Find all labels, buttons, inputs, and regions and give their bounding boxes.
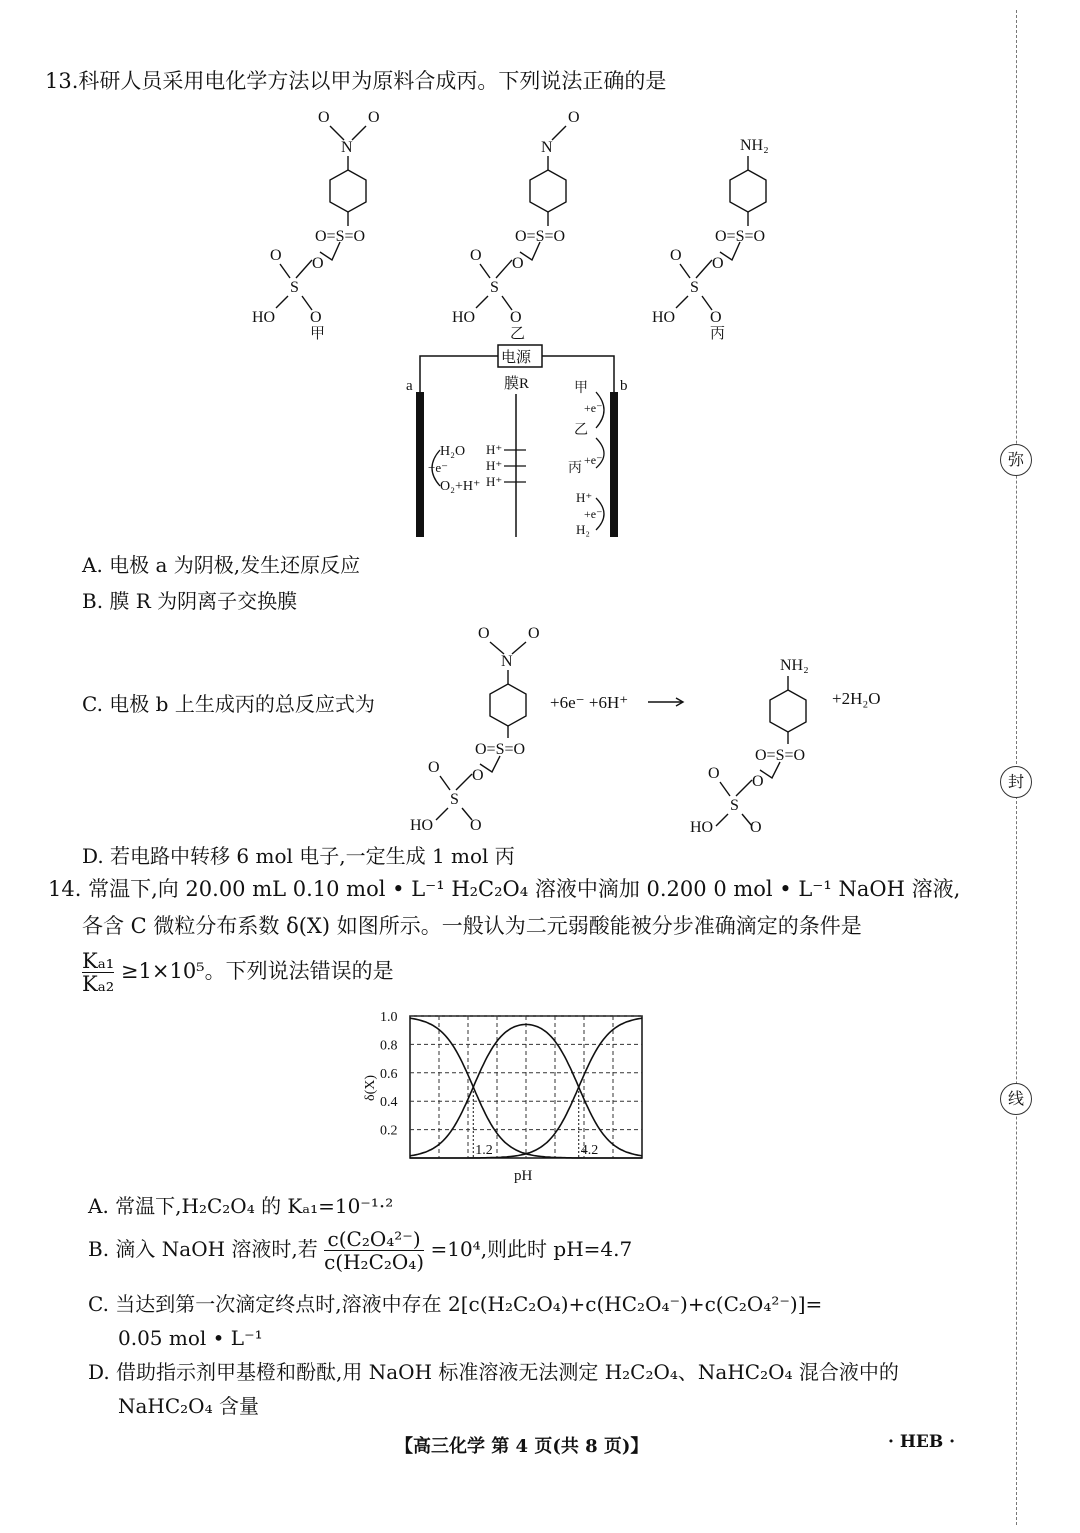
svg-text:O: O — [710, 309, 722, 326]
svg-text:O: O — [318, 109, 330, 126]
electrolysis-cell-diagram — [400, 342, 640, 542]
pka-annotation: 4.2 — [580, 1143, 599, 1158]
svg-text:O: O — [712, 255, 724, 272]
option-b-fraction: $\frac{\text{c(C₂O₄²⁻)}}{\text{c(H₂C₂O₄)}}$ — [324, 1227, 425, 1274]
q13-option-a: A. 电极 a 为阴极,发生还原反应 — [82, 553, 361, 577]
q14-condition: $\frac{\text{Kₐ₁}}{\text{Kₐ₂}}$ ≥1×10⁵。下列说法错误的是 — [82, 949, 394, 996]
svg-text:O=S=O: O=S=O — [515, 228, 566, 245]
svg-text:O=S=O: O=S=O — [475, 741, 526, 758]
svg-text:乙: 乙 — [510, 326, 526, 342]
molecule-jia — [252, 109, 380, 342]
svg-text:O: O — [568, 109, 580, 126]
svg-text:+6e⁻ +6H⁺: +6e⁻ +6H⁺ — [550, 693, 629, 712]
svg-text:O: O — [428, 759, 440, 776]
svg-text:O=S=O: O=S=O — [715, 228, 766, 245]
svg-text:H⁺: H⁺ — [576, 490, 593, 505]
svg-text:b: b — [620, 378, 628, 394]
svg-text:NH₂: NH₂ — [740, 137, 769, 154]
seal-mark-feng: 封 — [1000, 766, 1032, 798]
y-tick-label: 0.8 — [380, 1038, 398, 1054]
svg-text:O=S=O: O=S=O — [315, 228, 366, 245]
svg-text:H⁺: H⁺ — [486, 458, 503, 473]
electrode-a — [416, 392, 424, 537]
svg-text:O: O — [528, 625, 540, 642]
svg-text:O: O — [310, 309, 322, 326]
svg-text:NH₂: NH₂ — [780, 657, 809, 674]
svg-text:S: S — [730, 797, 739, 814]
q13-option-b: B. 膜 R 为阴离子交换膜 — [82, 589, 298, 613]
svg-text:S: S — [690, 279, 699, 296]
y-tick-label: 0.4 — [380, 1095, 398, 1111]
svg-text:电源: 电源 — [501, 350, 532, 366]
svg-text:HO: HO — [652, 309, 676, 326]
q14-option-c-line1: C. 当达到第一次滴定终点时,溶液中存在 2[c(H₂C₂O₄)+c(HC₂O₄⁻)+c(C₂O₄²⁻)]= — [88, 1292, 823, 1316]
svg-text:O: O — [478, 625, 490, 642]
q14-option-c-line2: 0.05 mol • L⁻¹ — [118, 1326, 263, 1350]
y-tick-label: 1.0 — [380, 1010, 398, 1025]
svg-text:O: O — [312, 255, 324, 272]
seal-mark-xian: 线 — [1000, 1083, 1032, 1115]
ka-fraction: $\frac{\text{Kₐ₁}}{\text{Kₐ₂}}$ — [82, 949, 115, 996]
svg-text:S: S — [450, 791, 459, 808]
svg-text:甲: 甲 — [310, 326, 326, 342]
svg-text:HO: HO — [452, 309, 476, 326]
q14-option-d-line1: D. 借助指示剂甲基橙和酚酞,用 NaOH 标准溶液无法测定 H₂C₂O₄、NaHC₂O₄ 混合液中的 — [88, 1360, 899, 1384]
svg-text:H⁺: H⁺ — [486, 474, 503, 489]
svg-text:O: O — [752, 773, 764, 790]
svg-text:HO: HO — [690, 819, 714, 835]
q14-option-b: B. 滴入 NaOH 溶液时,若 $\frac{\text{c(C₂O₄²⁻)}}{\text{c(H₂C₂O₄)}}$ =10⁴,则此时 pH=4.7 — [88, 1227, 633, 1274]
svg-text:丙: 丙 — [710, 326, 726, 342]
svg-text:−e⁻: −e⁻ — [428, 460, 448, 475]
svg-text:a: a — [406, 378, 413, 394]
x-axis-label: pH — [514, 1168, 533, 1184]
svg-text:N: N — [341, 139, 353, 156]
q14-stem-line1: 14. 常温下,向 20.00 mL 0.10 mol • L⁻¹ H₂C₂O₄ 溶液中滴加 0.200 0 mol • L⁻¹ NaOH 溶液, — [48, 877, 961, 901]
molecule-structures — [240, 100, 800, 345]
svg-text:HO: HO — [410, 817, 434, 834]
svg-text:O: O — [708, 765, 720, 782]
svg-text:O: O — [670, 247, 682, 264]
q13-option-d: D. 若电路中转移 6 mol 电子,一定生成 1 mol 丙 — [82, 844, 515, 868]
option-c-reaction — [400, 620, 920, 835]
molecule-yi — [452, 109, 580, 342]
y-tick-label: 0.2 — [380, 1123, 398, 1139]
svg-text:N: N — [541, 139, 553, 156]
svg-text:H₂O: H₂O — [440, 444, 466, 459]
svg-text:H₂: H₂ — [576, 522, 590, 537]
svg-text:O=S=O: O=S=O — [755, 747, 806, 764]
svg-text:O: O — [472, 767, 484, 784]
svg-text:S: S — [490, 279, 499, 296]
svg-text:甲: 甲 — [574, 381, 588, 396]
svg-text:N: N — [501, 653, 513, 670]
svg-text:丙: 丙 — [568, 461, 582, 476]
q13-option-c: C. 电极 b 上生成丙的总反应式为 — [82, 692, 375, 716]
svg-text:H⁺: H⁺ — [486, 442, 503, 457]
svg-text:膜R: 膜R — [504, 376, 530, 392]
svg-text:乙: 乙 — [574, 423, 588, 438]
svg-text:+e⁻: +e⁻ — [584, 453, 603, 467]
svg-text:O: O — [270, 247, 282, 264]
seal-mark-mi: 弥 — [1000, 444, 1032, 476]
y-axis-label: δ(X) — [363, 1074, 378, 1101]
svg-text:O₂+H⁺: O₂+H⁺ — [440, 479, 481, 494]
y-tick-label: 0.6 — [380, 1066, 398, 1082]
svg-text:+e⁻: +e⁻ — [584, 401, 603, 415]
svg-text:S: S — [290, 279, 299, 296]
svg-text:O: O — [470, 817, 482, 834]
distribution-chart — [350, 1010, 660, 1185]
svg-text:+2H₂O: +2H₂O — [832, 689, 881, 708]
electrode-b — [610, 392, 618, 537]
svg-text:+e⁻: +e⁻ — [584, 507, 603, 521]
svg-text:O: O — [368, 109, 380, 126]
molecule-bing — [652, 137, 769, 342]
svg-text:O: O — [512, 255, 524, 272]
q14-option-a: A. 常温下,H₂C₂O₄ 的 Kₐ₁=10⁻¹·² — [88, 1194, 394, 1218]
svg-text:O: O — [750, 819, 762, 835]
q14-option-d-line2: NaHC₂O₄ 含量 — [118, 1394, 259, 1418]
page-footer: 【高三化学 第 4 页(共 8 页)】 — [395, 1436, 649, 1457]
paper-code: · HEB · — [888, 1432, 956, 1452]
svg-text:O: O — [510, 309, 522, 326]
svg-text:O: O — [470, 247, 482, 264]
svg-text:HO: HO — [252, 309, 276, 326]
q13-stem: 13.科研人员采用电化学方法以甲为原料合成丙。下列说法正确的是 — [45, 69, 667, 93]
q14-stem-line2: 各含 C 微粒分布系数 δ(X) 如图所示。一般认为二元弱酸能被分步准确滴定的条件是 — [82, 914, 862, 938]
pka-annotation: 1.2 — [475, 1143, 493, 1158]
